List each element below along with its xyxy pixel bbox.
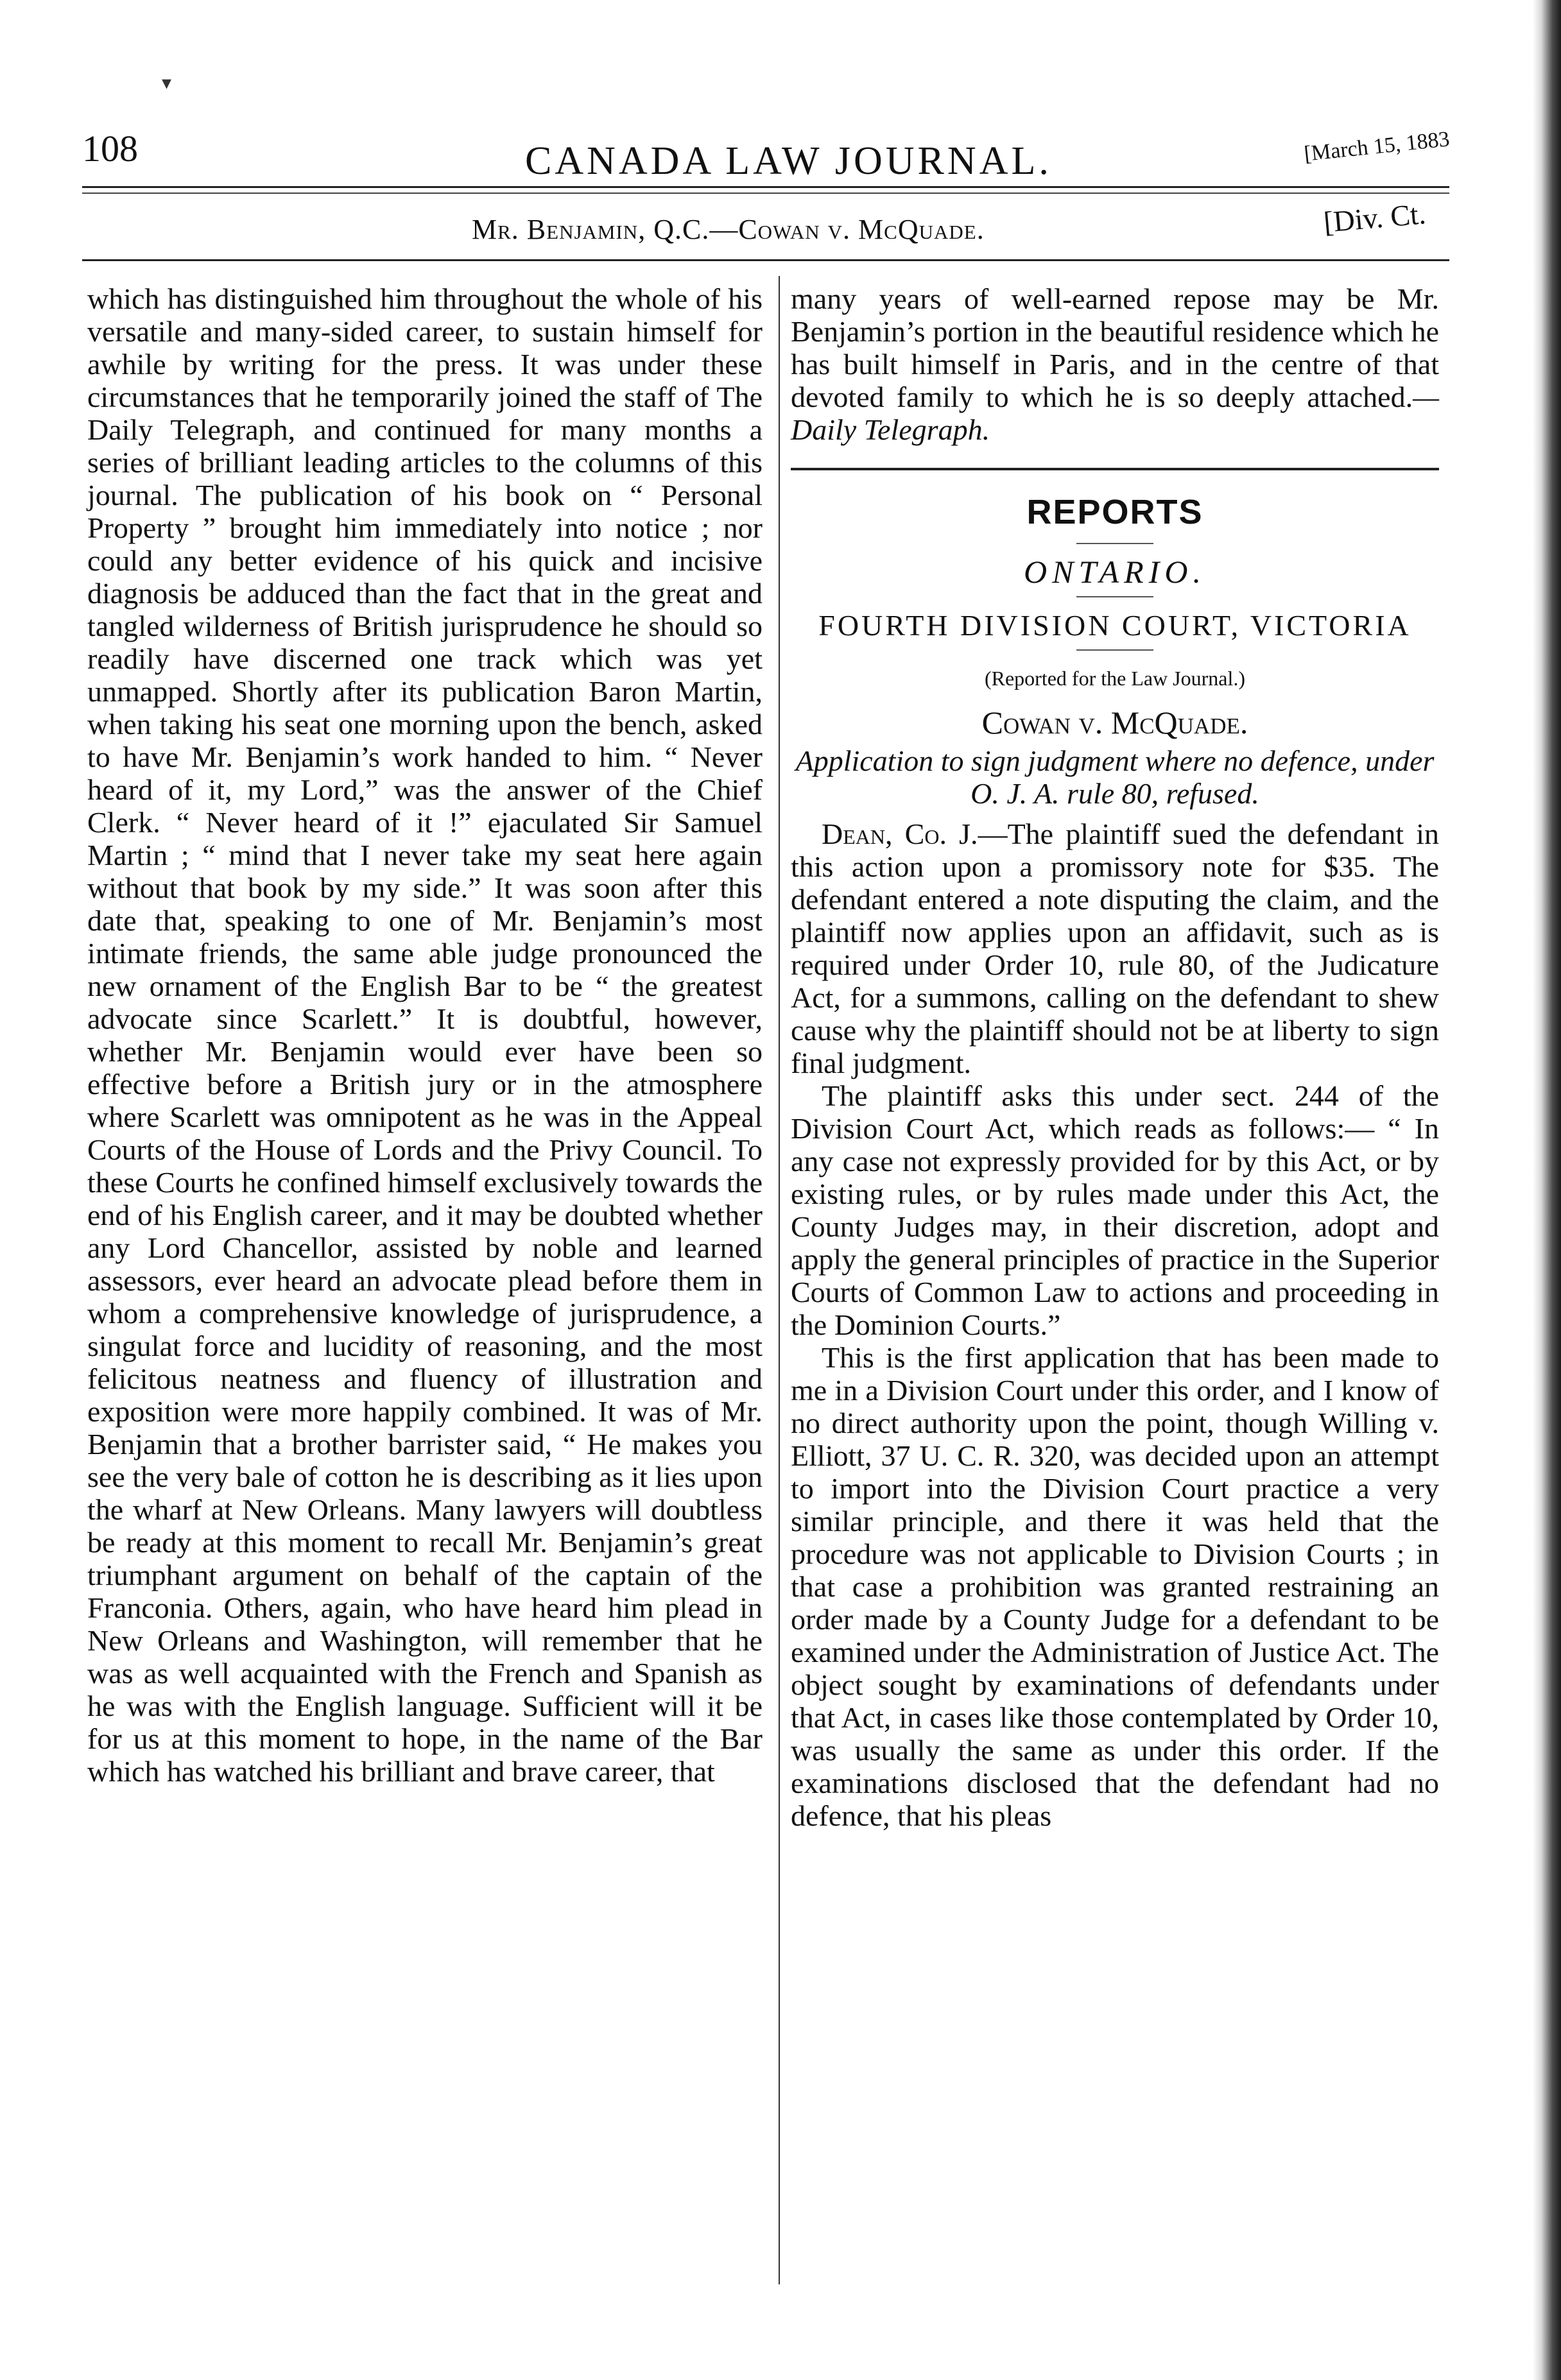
header-rule-thin xyxy=(82,193,1449,194)
headnote: Application to sign judgment where no defence, under O. J. A. rule 80, refused. xyxy=(795,744,1435,810)
column-divider xyxy=(779,276,780,2284)
opinion-paragraph: The plaintiff asks this under sect. 244 of the Division Court Act, which reads as follows:— “ In any case not expressly provided for by this Act, or by existing rules, or by rules made under this Act, the County Judges may, in their discretion, adopt and apply the general principles of practice in the Superior Courts of Common Law to actions and proceeding in the Dominion Courts.” xyxy=(791,1079,1439,1341)
opinion-paragraph xyxy=(791,818,1439,1079)
source-credit: —Daily Telegraph. xyxy=(791,381,1439,446)
scan-edge-shadow xyxy=(1533,0,1561,2380)
court-heading: FOURTH DIVISION COURT, VICTORIA xyxy=(818,609,1411,642)
opinion-text: —The plaintiff sued the defendant in this action upon a promissory note for $35. The defendant entered a note disputing the claim, and the plaintiff now applies upon an affidavit, such as is required under Order 10, rule 80, of the Judicature Act, for a summons, calling on the defendant to shew cause why the plaintiff should not be at liberty to sign final judgment. xyxy=(791,818,1439,1079)
continuation-text: many years of well-earned repose may be Mr. Benjamin’s portion in the beautiful residence which he has built himself in Paris, and in the centre of that devoted family to which he is so deeply attached. xyxy=(791,282,1439,413)
continuation-paragraph xyxy=(791,282,1439,446)
mini-rule xyxy=(1076,596,1153,597)
division-label: [Div. Ct. xyxy=(1322,197,1427,239)
right-column xyxy=(791,282,1439,1832)
article-heading xyxy=(472,213,985,246)
mini-rule xyxy=(1076,543,1153,544)
section-title: REPORTS xyxy=(1026,493,1203,531)
section-rule xyxy=(791,468,1439,470)
issue-date: [March 15, 1883 xyxy=(1303,127,1451,166)
article-heading-text: Mr. Benjamin, Q.C.—Cowan v. McQuade. xyxy=(472,214,985,245)
province-heading: ONTARIO. xyxy=(1024,554,1206,590)
reported-note: (Reported for the Law Journal.) xyxy=(984,667,1246,690)
case-title: Cowan v. McQuade. xyxy=(981,705,1248,741)
journal-title: CANADA LAW JOURNAL. xyxy=(525,139,1052,183)
left-column xyxy=(87,282,763,1788)
judge-name: Dean, Co. J. xyxy=(822,818,978,850)
page-number: 108 xyxy=(82,128,138,169)
opinion-paragraph: This is the first application that has been made to me in a Division Court under this order, and I know of no direct authority upon the point, though Willing v. Elliott, 37 U. C. R. 320, was decided upon an attempt to import into the Division Court practice a very similar principle, and there it was held that the procedure was not applicable to Division Courts ; in that case a prohibition was granted restraining an order made by a County Judge for a defendant to be examined under the Administration of Justice Act. The object sought by examinations of defendants under that Act, in cases like those contemplated by Order 10, was usually the same as under this order. If the examinations disclosed that the defendant had no defence, that his pleas xyxy=(791,1341,1439,1832)
subheader-rule xyxy=(82,259,1449,261)
stray-mark: ▾ xyxy=(162,73,172,94)
header-rule xyxy=(82,186,1449,188)
mini-rule xyxy=(1076,649,1153,651)
left-paragraph: which has distinguished him throughout the whole of his versatile and many-sided career, to sustain himself for awhile by writing for the press. It was under these circumstances that he temporarily joined the staff of The Daily Telegraph, and continued for many months a series of brilliant leading articles to the columns of this journal. The publication of his book on “ Personal Property ” brought him immediately into notice ; nor could any better evidence of his quick and incisive diagnosis be adduced than the fact that in the great and tangled wilderness of British jurisprudence he should so readily have discerned one track which was yet unmapped. Shortly after its publication Baron Martin, when taking his seat one morning upon the bench, asked to have Mr. Benjamin’s work handed to him. “ Never heard of it, my Lord,” was the answer of the Chief Clerk. “ Never heard of it !” ejaculated Sir Samuel Martin ; “ mind that I never take my seat here again without that book by my side.” It was soon after this date that, speaking to one of Mr. Benjamin’s most intimate friends, the same able judge pronounced the new ornament of the English Bar to be “ the greatest advocate since Scarlett.” It is doubtful, however, whether Mr. Benjamin would ever have been so effective before a British jury or in the atmosphere where Scarlett was omnipotent as he was in the Appeal Courts of the House of Lords and the Privy Council. To these Courts he confined himself exclusively towards the end of his English career, and it may be doubted whether any Lord Chancellor, assisted by noble and learned assessors, ever heard an advocate plead before them in whom a comprehensive knowledge of jurisprudence, a singulat force and lucidity of reasoning, and the most felicitous neatness and fluency of illustration and exposition were more happily combined. It was of Mr. Benjamin that a brother barrister said, “ He makes you see the very bale of cotton he is describing as it lies upon the wharf at New Orleans. Many lawyers will doubtless be ready at this moment to recall Mr. Benjamin’s great triumphant argument on behalf of the captain of the Franconia. Others, again, who have heard him plead in New Orleans and Washington, will remember that he was as well acquainted with the French and Spanish as he was with the English language. Sufficient will it be for us at this moment to hope, in the name of the Bar which has watched his brilliant and brave career, that xyxy=(87,282,763,1788)
